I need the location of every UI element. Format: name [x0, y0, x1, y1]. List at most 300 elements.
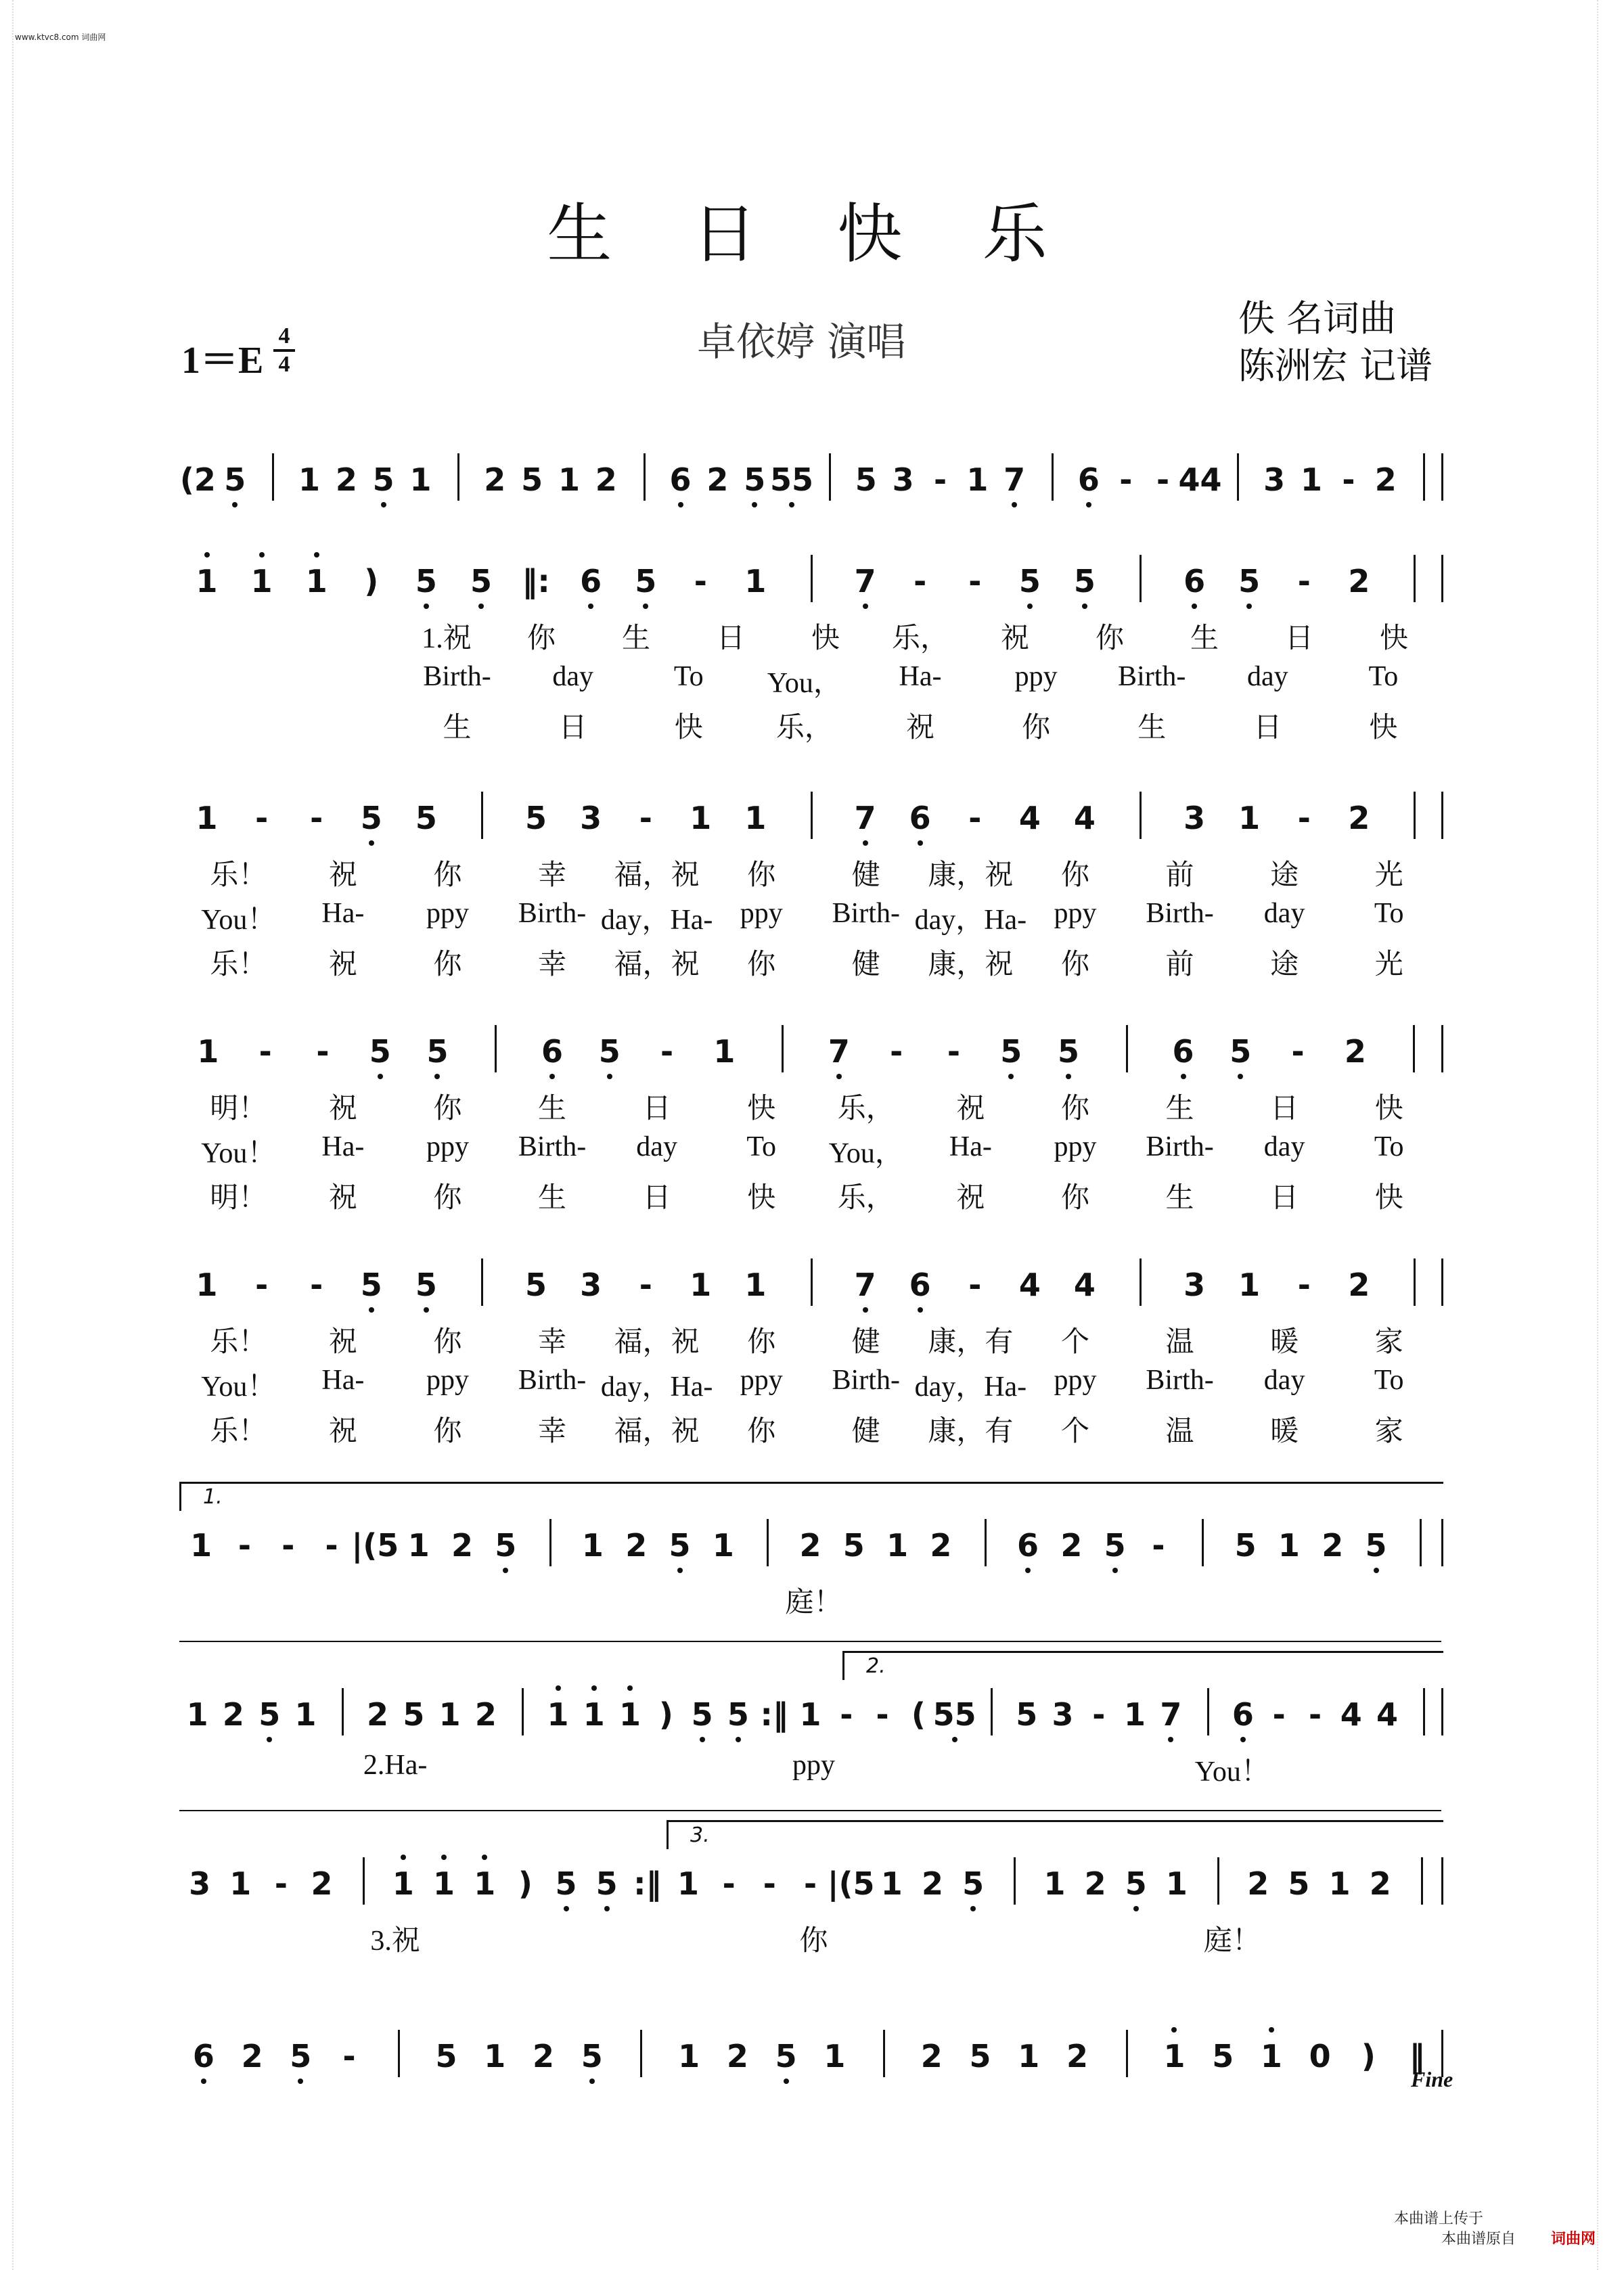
barline	[1217, 1857, 1219, 1905]
lyric-syllable: 福，祝	[614, 860, 700, 891]
low-octave-dot	[784, 2079, 789, 2084]
note-2: 2	[241, 2038, 263, 2074]
note-sym: :‖	[760, 1696, 788, 1733]
lyric-syllable: You！	[201, 905, 276, 936]
note-3: 3	[1263, 461, 1286, 498]
note-5: 5	[1057, 1033, 1079, 1070]
note-6: 6	[1232, 1696, 1254, 1733]
barline	[1126, 2030, 1128, 2077]
note-2: 2	[1344, 1033, 1366, 1070]
note-sym: -	[968, 800, 982, 836]
lyric-syllable: 快	[1374, 1183, 1403, 1214]
note-sym: -	[1308, 1696, 1322, 1733]
low-octave-dot	[232, 502, 238, 507]
note-2: (2	[179, 461, 216, 498]
system-end-barline	[1441, 1025, 1443, 1072]
low-octave-dot	[836, 1074, 842, 1079]
lyric-syllable: 前	[1165, 949, 1194, 980]
note-5: 5	[969, 2038, 991, 2074]
time-denominator: 4	[278, 352, 290, 377]
note-1: 1	[1260, 2038, 1282, 2074]
note-6: 6	[192, 2038, 215, 2074]
note-5: 5	[360, 800, 382, 836]
note-5: 5	[415, 1267, 437, 1303]
low-octave-dot	[267, 1737, 272, 1742]
low-octave-dot	[1027, 604, 1033, 609]
lyric-syllable: 你	[433, 1093, 462, 1125]
note-2: 2	[1369, 1865, 1391, 1902]
lyric-syllable: day，Ha-	[600, 905, 713, 936]
lyric-syllable: Birth-	[832, 898, 900, 929]
lyric-syllable: 康，有	[928, 1327, 1014, 1358]
low-octave-dot	[1240, 1737, 1246, 1742]
note-2: 2	[1322, 1527, 1344, 1564]
lyric-syllable: 康，祝	[928, 860, 1014, 891]
note-2: 2	[1066, 2038, 1089, 2074]
note-3: 3	[1183, 800, 1206, 836]
lyric-syllable: 温	[1165, 1327, 1194, 1358]
lyric-syllable: 健	[851, 860, 880, 891]
lyric-syllable: 日	[642, 1183, 671, 1214]
low-octave-dot	[434, 1074, 440, 1079]
note-1: 1	[196, 1267, 218, 1303]
lyric-syllable: ppy	[1054, 1131, 1097, 1162]
low-octave-dot	[1025, 1568, 1031, 1573]
lyric-syllable: 光	[1374, 949, 1403, 980]
note-1: 1	[484, 2038, 506, 2074]
note-2: 2	[484, 461, 506, 498]
high-octave-dot	[1269, 2027, 1274, 2033]
lyric-syllable: ppy	[426, 898, 469, 929]
note-1: 1	[744, 563, 767, 599]
note-2: 2	[474, 1696, 497, 1733]
note-5: 5	[855, 461, 877, 498]
note-5: 5	[521, 461, 543, 498]
barline	[829, 453, 831, 501]
note-sym: -	[1297, 800, 1311, 836]
note-5: 5	[1000, 1033, 1022, 1070]
note-5: 5	[775, 2038, 797, 2074]
note-1: 1	[250, 563, 273, 599]
lyric-syllable: day，Ha-	[914, 905, 1027, 936]
barline	[1140, 792, 1142, 839]
staff-rule	[179, 1641, 1441, 1642]
system-end-barline	[1441, 453, 1443, 501]
lyric-syllable: Ha-	[321, 1131, 365, 1162]
barline	[495, 1025, 497, 1072]
lyric-syllable: 你	[747, 949, 776, 980]
lyric-syllable: 日	[1253, 712, 1282, 744]
note-1: 1	[229, 1865, 252, 1902]
lyric-syllable: 日	[1270, 1093, 1299, 1125]
barline	[1140, 1258, 1142, 1306]
note-sym: -	[1342, 461, 1355, 498]
lyric-syllable: 福，祝	[614, 949, 700, 980]
note-1: 1	[1018, 2038, 1040, 2074]
lyric-syllable: Birth-	[518, 1365, 587, 1396]
low-octave-dot	[298, 2079, 303, 2084]
note-5: |(5	[351, 1527, 399, 1564]
note-sym: -	[1119, 461, 1133, 498]
volta-label: 3.	[690, 1823, 710, 1847]
barline	[398, 2030, 400, 2077]
note-sym: -	[803, 1865, 817, 1902]
note-sym: ‖	[1409, 2038, 1425, 2074]
note-4: 4	[1073, 1267, 1096, 1303]
lyric-syllable: 家	[1374, 1327, 1403, 1358]
key-signature: 1＝E	[181, 340, 264, 382]
system-end-barline	[1441, 792, 1443, 839]
note-sym: -	[840, 1696, 853, 1733]
note-5: 5	[595, 1865, 618, 1902]
note-1: 1	[1238, 1267, 1261, 1303]
note-5: 5	[635, 563, 657, 599]
system-end-barline	[1441, 555, 1443, 602]
note-2: 2	[222, 1696, 244, 1733]
note-1: 1	[190, 1527, 212, 1564]
low-octave-dot	[700, 1737, 705, 1742]
note-sym: -	[947, 1033, 960, 1070]
lyric-syllable: 你	[433, 1327, 462, 1358]
note-1: 1	[196, 563, 218, 599]
lyric-syllable: 幸	[538, 949, 567, 980]
note-3: 3	[892, 461, 914, 498]
lyric-syllable: To	[1374, 1365, 1404, 1396]
low-octave-dot	[478, 604, 484, 609]
note-2: 2	[367, 1696, 389, 1733]
time-signature	[273, 325, 295, 376]
note-5: 5	[691, 1696, 713, 1733]
note-2: 2	[451, 1527, 474, 1564]
note-sym: -	[281, 1527, 295, 1564]
note-44: 44	[1178, 461, 1222, 498]
lyric-syllable: Birth-	[1146, 898, 1214, 929]
lyric-syllable: 前	[1165, 860, 1194, 891]
low-octave-dot	[607, 1074, 612, 1079]
low-octave-dot	[1008, 1074, 1014, 1079]
note-1: 1	[678, 2038, 700, 2074]
source-url: www.ktvc8.com 词曲网	[15, 32, 106, 42]
low-octave-dot	[369, 840, 374, 846]
lyric-syllable: 生	[538, 1183, 567, 1214]
volta-label: 1.	[203, 1485, 223, 1509]
lyric-syllable: 庭！	[1203, 1926, 1261, 1957]
lyric-syllable: 快	[1374, 1093, 1403, 1125]
lyric-syllable: 日	[1284, 623, 1314, 654]
barline	[1413, 1025, 1415, 1072]
lyric-syllable: 祝	[956, 1183, 985, 1214]
note-7: 7	[1003, 461, 1026, 498]
high-octave-dot	[441, 1855, 447, 1860]
note-sym: -	[1092, 1696, 1106, 1733]
lyric-syllable: 乐！	[210, 1416, 267, 1447]
lyric-syllable: 你	[747, 860, 776, 891]
note-sym: -	[1152, 1527, 1165, 1564]
barline	[1414, 555, 1416, 602]
low-octave-dot	[424, 1307, 429, 1313]
note-5: 5	[581, 2038, 603, 2074]
lyric-syllable: ppy	[426, 1131, 469, 1162]
note-1: 1	[305, 563, 328, 599]
lyric-syllable: Birth-	[423, 661, 491, 692]
barline	[522, 1688, 524, 1735]
lyric-syllable: ppy	[740, 1365, 783, 1396]
high-octave-dot	[627, 1685, 633, 1691]
lyric-syllable: 快	[1369, 712, 1398, 744]
note-sym: -	[1156, 461, 1170, 498]
note-sym: )	[1361, 2038, 1376, 2074]
lyricist-composer-credit: 佚 名词曲	[1238, 297, 1397, 340]
staff-rule	[179, 1810, 1441, 1811]
note-5: 5	[1234, 1527, 1257, 1564]
note-1: 1	[438, 1696, 461, 1733]
lyric-syllable: 健	[851, 1327, 880, 1358]
lyric-syllable: 生	[1137, 712, 1167, 744]
barline	[1421, 1857, 1423, 1905]
lyric-syllable: 乐！	[210, 860, 267, 891]
note-sym: )	[364, 563, 379, 599]
low-octave-dot	[1082, 604, 1087, 609]
note-5: 5	[369, 1033, 391, 1070]
low-octave-dot	[1181, 1074, 1186, 1079]
system-end-barline	[1441, 1258, 1443, 1306]
note-sym: -	[1297, 1267, 1311, 1303]
lyric-syllable: 你	[799, 1926, 828, 1957]
lyric-syllable: 途	[1270, 949, 1299, 980]
lyric-syllable: 乐！	[210, 949, 267, 980]
note-3: 3	[189, 1865, 211, 1902]
lyric-syllable: 生	[443, 712, 472, 744]
low-octave-dot	[1192, 604, 1197, 609]
barline	[811, 792, 813, 839]
lyric-syllable: Birth-	[518, 898, 587, 929]
note-4: 4	[1376, 1696, 1399, 1733]
lyric-syllable: 日	[716, 623, 746, 654]
lyric-syllable: ppy	[426, 1365, 469, 1396]
note-1: 1	[1043, 1865, 1066, 1902]
barline	[481, 792, 483, 839]
lyric-syllable: day	[1263, 1365, 1305, 1396]
lyric-syllable: ppy	[1054, 898, 1097, 929]
low-octave-dot	[643, 604, 648, 609]
note-sym: -	[694, 563, 707, 599]
low-octave-dot	[604, 1906, 610, 1911]
barline	[1052, 453, 1054, 501]
note-5: 5	[598, 1033, 621, 1070]
volta-bracket	[179, 1482, 1443, 1511]
lyric-syllable: To	[746, 1131, 777, 1162]
note-6: 6	[1183, 563, 1206, 599]
note-sym: -	[722, 1865, 736, 1902]
note-sym: ‖:	[522, 563, 550, 599]
note-6: 6	[1077, 461, 1100, 498]
note-1: 1	[886, 1527, 909, 1564]
lyric-syllable: 你	[747, 1327, 776, 1358]
note-sym: -	[914, 563, 927, 599]
note-1: 1	[966, 461, 989, 498]
note-1: 1	[1165, 1865, 1188, 1902]
note-sym: -	[1297, 563, 1311, 599]
note-5: 5	[1212, 2038, 1234, 2074]
note-5: 5	[1238, 563, 1261, 599]
lyric-syllable: day，Ha-	[914, 1371, 1027, 1403]
note-7: 7	[1160, 1696, 1182, 1733]
barline	[457, 453, 459, 501]
low-octave-dot	[564, 1906, 569, 1911]
lyric-syllable: 幸	[538, 1327, 567, 1358]
lyric-syllable: 快	[747, 1183, 776, 1214]
lyric-syllable: 祝	[328, 1093, 357, 1125]
left-page-edge	[12, 0, 27, 2270]
lyric-syllable: Ha-	[321, 898, 365, 929]
lyric-syllable: To	[1374, 1131, 1404, 1162]
note-2: 2	[921, 1865, 943, 1902]
high-octave-dot	[556, 1685, 561, 1691]
lyric-syllable: 祝	[1000, 623, 1030, 654]
barline	[811, 555, 813, 602]
low-octave-dot	[588, 604, 593, 609]
low-octave-dot	[589, 2079, 595, 2084]
low-octave-dot	[1066, 1074, 1071, 1079]
note-sym: -	[258, 1033, 272, 1070]
lyric-syllable: Ha-	[899, 661, 942, 692]
time-numerator: 4	[278, 323, 290, 348]
note-sym: )	[518, 1865, 533, 1902]
note-4: 4	[1340, 1696, 1362, 1733]
lyric-syllable: 1.祝	[422, 623, 472, 654]
volta-bracket	[842, 1651, 1443, 1680]
note-1: 1	[744, 800, 767, 836]
lyric-syllable: day	[636, 1131, 677, 1162]
low-octave-dot	[863, 1307, 868, 1313]
note-sym: -	[968, 1267, 982, 1303]
note-5: 5	[727, 1696, 749, 1733]
high-octave-dot	[401, 1855, 406, 1860]
footer-upload: 本曲谱上传于	[1394, 2210, 1484, 2227]
lyric-syllable: You，	[767, 668, 842, 699]
barline	[991, 1688, 993, 1735]
lyric-syllable: 明！	[210, 1093, 267, 1125]
lyric-syllable: To	[1374, 898, 1404, 929]
note-1: 1	[1124, 1696, 1146, 1733]
note-7: 7	[854, 800, 876, 836]
barline	[549, 1519, 551, 1566]
lyric-syllable: 日	[642, 1093, 671, 1125]
lyric-syllable: 暖	[1270, 1416, 1299, 1447]
lyric-syllable: Birth-	[1146, 1365, 1214, 1396]
low-octave-dot	[1133, 1906, 1139, 1911]
low-octave-dot	[678, 502, 683, 507]
note-2: 2	[1348, 563, 1370, 599]
note-2: 2	[311, 1865, 333, 1902]
low-octave-dot	[549, 1074, 555, 1079]
note-5: 5	[224, 461, 246, 498]
lyric-syllable: 生	[1165, 1093, 1194, 1125]
lyric-syllable: 生	[1190, 623, 1219, 654]
note-3: 3	[1183, 1267, 1206, 1303]
note-1: 1	[880, 1865, 903, 1902]
lyric-syllable: 乐，	[775, 712, 833, 744]
low-octave-dot	[752, 502, 757, 507]
footer-source: 本曲谱原自	[1441, 2231, 1516, 2248]
lyric-syllable: 快	[674, 712, 703, 744]
low-octave-dot	[1238, 1074, 1243, 1079]
note-1: 1	[1300, 461, 1323, 498]
note-sym: (	[911, 1696, 926, 1733]
barline	[1207, 1688, 1209, 1735]
note-sym: -	[660, 1033, 674, 1070]
lyric-syllable: 生	[621, 623, 651, 654]
note-6: 6	[541, 1033, 564, 1070]
note-2: 2	[726, 2038, 748, 2074]
note-5: 5	[1288, 1865, 1310, 1902]
note-1: 1	[824, 2038, 846, 2074]
note-5: 5	[555, 1865, 577, 1902]
barline	[1140, 555, 1142, 602]
lyric-syllable: 福，祝	[614, 1327, 700, 1358]
note-sym: -	[255, 800, 269, 836]
note-4: 4	[1073, 800, 1096, 836]
note-1: 1	[581, 1527, 604, 1564]
footer-logo: 词曲网	[1551, 2231, 1596, 2248]
lyric-syllable: 祝	[328, 1183, 357, 1214]
lyric-syllable: Birth-	[518, 1131, 587, 1162]
high-octave-dot	[314, 552, 319, 558]
lyric-syllable: day	[1263, 898, 1305, 929]
lyric-syllable: 明！	[210, 1183, 267, 1214]
note-sym: -	[1272, 1696, 1286, 1733]
note-sym: -	[316, 1033, 330, 1070]
barline	[811, 1258, 813, 1306]
lyric-syllable: day	[1247, 661, 1288, 692]
low-octave-dot	[1374, 1568, 1379, 1573]
barline	[1423, 453, 1425, 501]
note-1: 1	[407, 1527, 430, 1564]
note-5: 5	[372, 461, 394, 498]
note-1: 1	[294, 1696, 317, 1733]
note-sym: -	[639, 1267, 652, 1303]
note-5: 5	[962, 1865, 985, 1902]
note-5: 5	[495, 1527, 517, 1564]
note-6: 6	[1017, 1527, 1039, 1564]
lyric-syllable: You！	[201, 1138, 276, 1169]
low-octave-dot	[918, 840, 923, 846]
high-octave-dot	[204, 552, 210, 558]
note-2: 2	[595, 461, 617, 498]
high-octave-dot	[482, 1855, 487, 1860]
lyric-syllable: 生	[1165, 1183, 1194, 1214]
low-octave-dot	[1086, 502, 1091, 507]
barline	[1420, 1519, 1422, 1566]
lyric-syllable: 祝	[328, 1416, 357, 1447]
note-6: 6	[909, 1267, 931, 1303]
note-1: 1	[392, 1865, 414, 1902]
lyric-syllable: 你	[1060, 1093, 1089, 1125]
note-1: 1	[690, 800, 712, 836]
barline	[1202, 1519, 1204, 1566]
lyric-syllable: To	[1368, 661, 1399, 692]
lyric-syllable: 康，有	[928, 1416, 1014, 1447]
note-sym: :‖	[633, 1865, 662, 1902]
note-sym: -	[933, 461, 947, 498]
lyric-syllable: 幸	[538, 1416, 567, 1447]
barline	[1237, 453, 1239, 501]
note-5: 5	[403, 1696, 425, 1733]
lyric-syllable: Birth-	[1118, 661, 1186, 692]
barline	[985, 1519, 987, 1566]
low-octave-dot	[863, 604, 868, 609]
lyric-syllable: day	[552, 661, 593, 692]
